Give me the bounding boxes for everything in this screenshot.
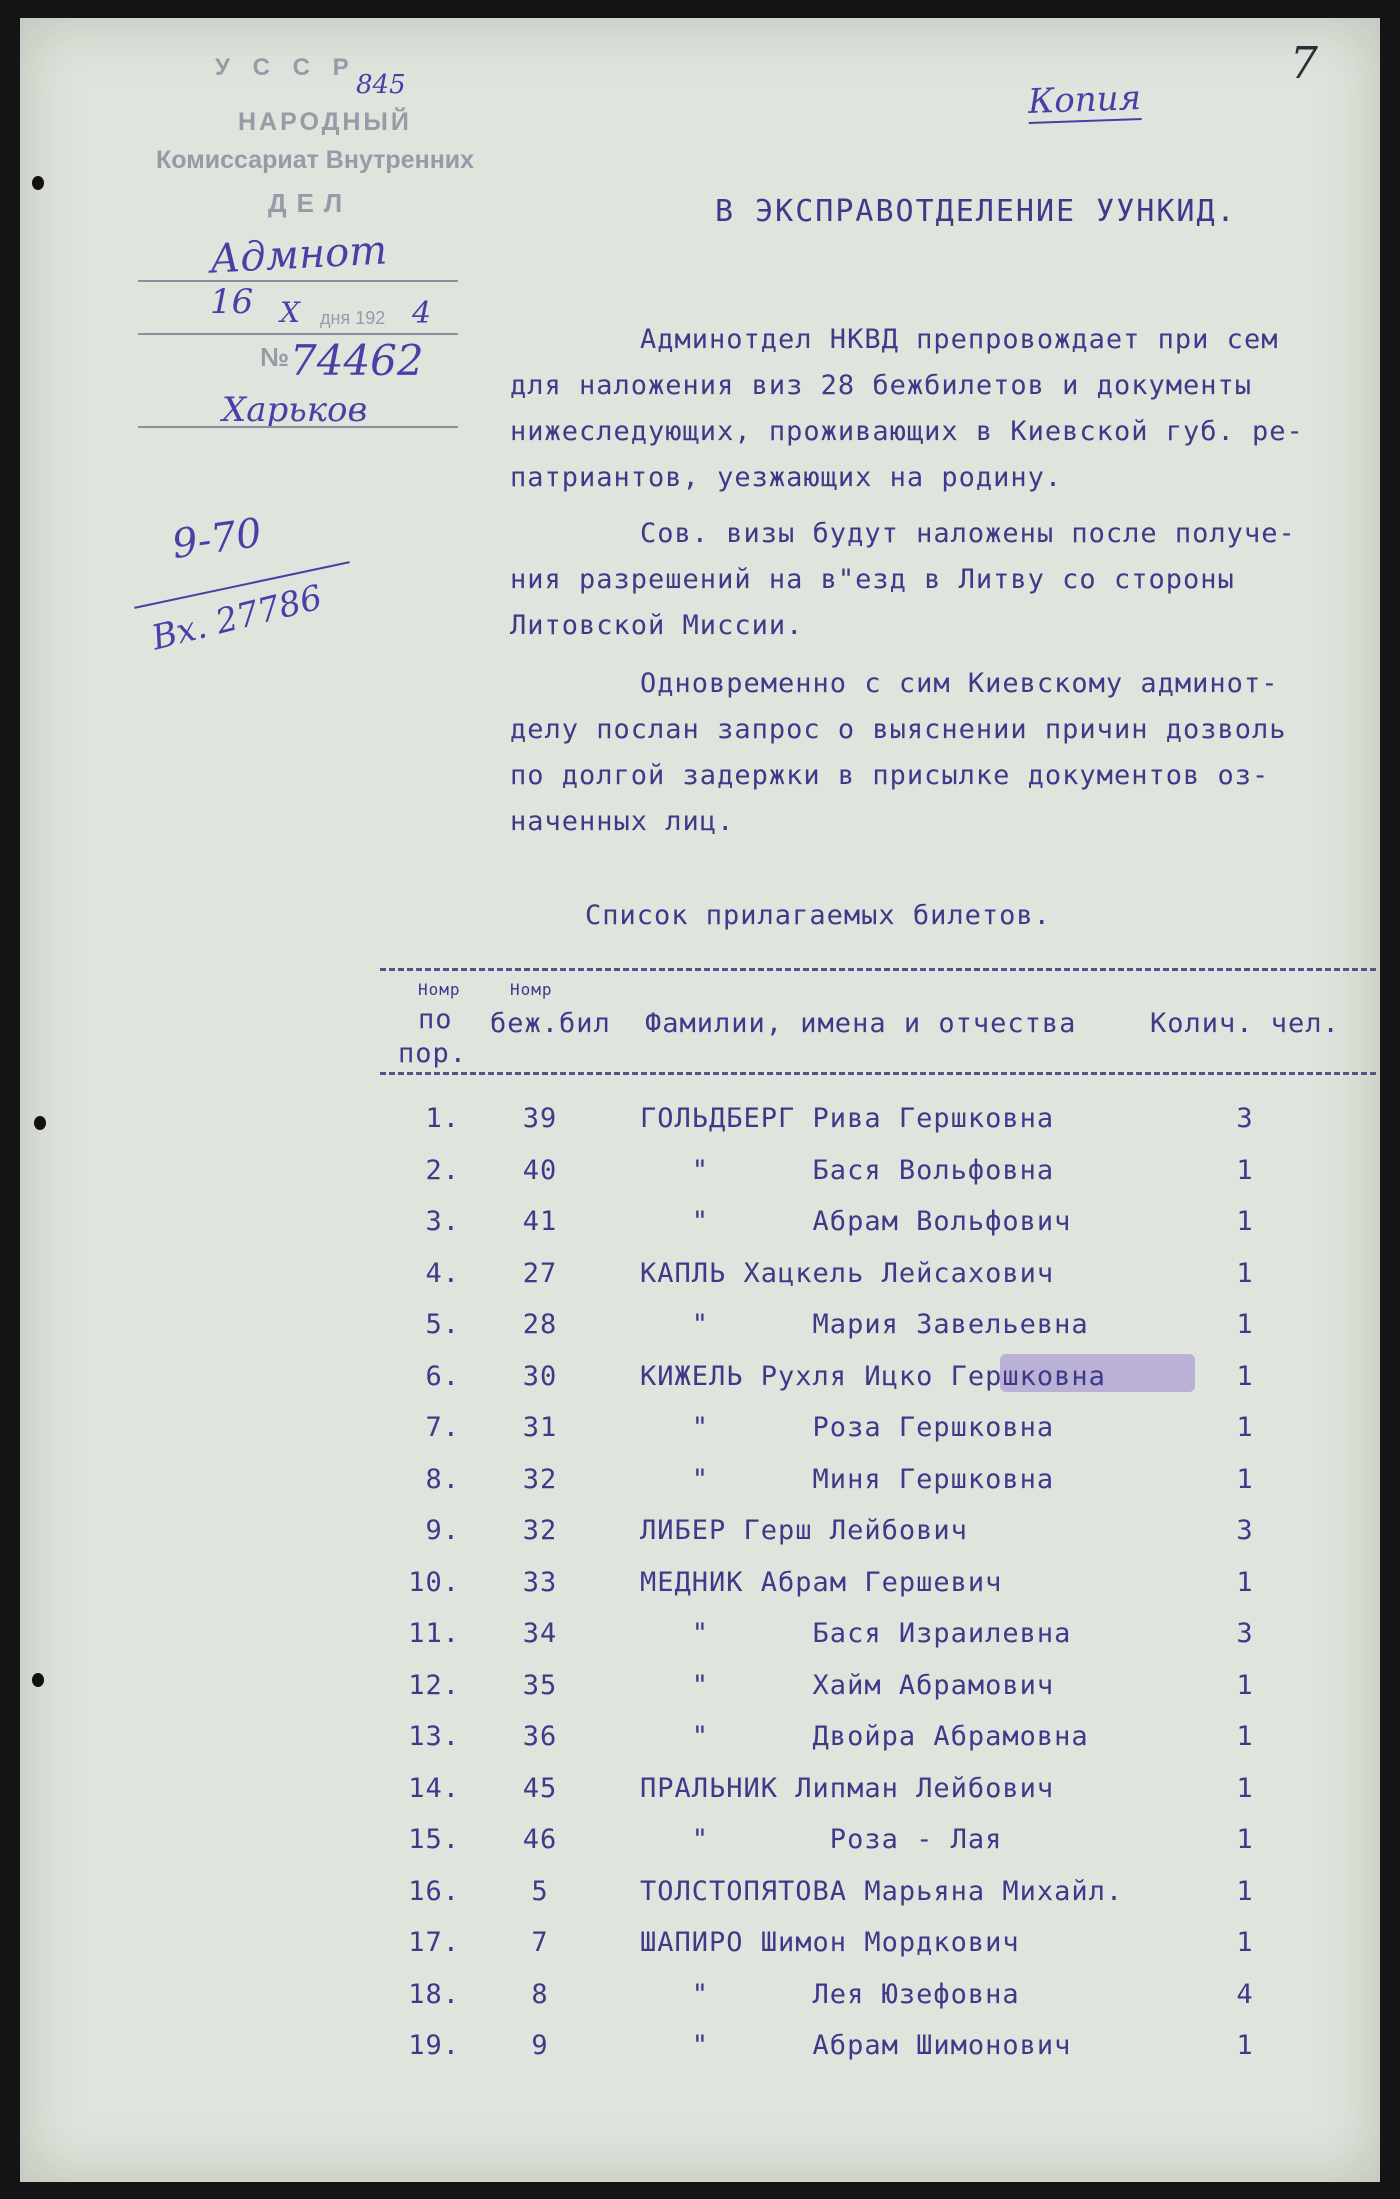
header-name: Фамилии, имена и отчества bbox=[645, 1008, 1077, 1039]
stamp-number-prefix: № bbox=[260, 342, 289, 372]
stamp-date-month: X bbox=[280, 296, 300, 329]
row-number: 1. bbox=[425, 1103, 460, 1134]
row-person-name: " Роза - Лая bbox=[640, 1824, 1003, 1855]
row-ticket-number: 46 bbox=[522, 1824, 558, 1855]
archival-document-page bbox=[20, 18, 1380, 2182]
table-row bbox=[20, 1721, 1380, 1771]
page-number: 7 bbox=[1290, 38, 1318, 89]
body-line-7: Литовской Миссии. bbox=[510, 610, 804, 641]
row-person-name: " Роза Гершковна bbox=[640, 1412, 1055, 1443]
stamp-republic: У С С Р bbox=[215, 54, 357, 81]
row-number: 14. bbox=[408, 1772, 460, 1804]
row-person-count: 1 bbox=[1236, 1154, 1254, 1186]
table-row bbox=[20, 1979, 1380, 2029]
row-number: 2. bbox=[425, 1154, 460, 1186]
row-number: 18. bbox=[408, 1978, 460, 2010]
row-person-name: " Бася Израилевна bbox=[640, 1618, 1072, 1649]
row-ticket-number: 45 bbox=[522, 1772, 558, 1804]
row-number: 6. bbox=[425, 1360, 460, 1392]
body-line-8: Одновременно с сим Киевскому админот- bbox=[640, 668, 1279, 699]
table-row bbox=[20, 1824, 1380, 1874]
stamp-registration-number: 74462 bbox=[290, 336, 424, 385]
body-line-6: ния разрешений на в"езд в Литву со стороны bbox=[510, 564, 1235, 595]
row-person-name: " Мария Завельевна bbox=[640, 1309, 1089, 1340]
row-person-name: " Хайм Абрамович bbox=[640, 1669, 1055, 1701]
document-heading: В ЭКСПРАВОТДЕЛЕНИЕ УУНКИД. bbox=[715, 194, 1237, 229]
row-person-count: 1 bbox=[1236, 1824, 1254, 1855]
row-number: 10. bbox=[408, 1566, 460, 1598]
table-row bbox=[20, 1670, 1380, 1720]
row-person-name: КИЖЕЛЬ Рухля Ицко Гершковна bbox=[640, 1360, 1106, 1392]
body-line-5: Сов. визы будут наложены после получе- bbox=[640, 518, 1296, 549]
row-ticket-number: 27 bbox=[522, 1257, 558, 1289]
table-row bbox=[20, 1464, 1380, 1514]
row-number: 15. bbox=[408, 1824, 460, 1855]
stamp-line-2: Комиссариат Внутренних bbox=[156, 146, 475, 174]
stamp-date-year: 4 bbox=[412, 296, 432, 331]
copy-mark: Копия bbox=[1027, 78, 1142, 122]
list-title: Список прилагаемых билетов. bbox=[585, 900, 1051, 931]
table-row bbox=[20, 1155, 1380, 1205]
row-person-name: КАПЛЬ Хацкель Лейсахович bbox=[640, 1257, 1055, 1289]
row-person-count: 1 bbox=[1236, 1669, 1254, 1701]
row-ticket-number: 8 bbox=[531, 1978, 549, 2010]
table-top-rule bbox=[380, 968, 1376, 971]
row-person-count: 1 bbox=[1236, 1309, 1254, 1340]
table-row bbox=[20, 1258, 1380, 1308]
body-line-11: наченных лиц. bbox=[510, 806, 735, 837]
binding-hole-top bbox=[32, 176, 44, 190]
row-number: 11. bbox=[408, 1618, 460, 1649]
row-person-count: 4 bbox=[1236, 1978, 1254, 2010]
body-line-9: делу послан запрос о выяснении причин дозволь bbox=[510, 714, 1287, 745]
row-person-count: 1 bbox=[1236, 1463, 1254, 1495]
row-person-name: " Бася Вольфовна bbox=[640, 1154, 1055, 1186]
row-ticket-number: 32 bbox=[522, 1463, 558, 1495]
table-row bbox=[20, 1103, 1380, 1153]
row-person-name: " Двойра Абрамовна bbox=[640, 1721, 1089, 1752]
row-person-count: 3 bbox=[1236, 1103, 1254, 1134]
row-person-name: ЛИБЕР Герш Лейбович bbox=[640, 1515, 968, 1546]
row-number: 8. bbox=[425, 1463, 460, 1495]
header-num-top: Номр bbox=[418, 980, 461, 999]
table-row bbox=[20, 1361, 1380, 1411]
stamp-date-label: дня 192 bbox=[320, 308, 386, 328]
row-ticket-number: 9 bbox=[531, 2030, 549, 2061]
margin-note-reference: 9-70 bbox=[169, 509, 265, 569]
stamp-line-3: ДЕЛ bbox=[268, 188, 353, 218]
row-ticket-number: 31 bbox=[522, 1412, 558, 1443]
row-person-count: 1 bbox=[1236, 1360, 1254, 1392]
body-line-4: патриантов, уезжающих на родину. bbox=[510, 462, 1063, 493]
row-number: 12. bbox=[408, 1669, 460, 1701]
table-row bbox=[20, 2030, 1380, 2080]
row-person-name: ШАПИРО Шимон Мордкович bbox=[640, 1927, 1020, 1958]
table-row bbox=[20, 1206, 1380, 1256]
row-person-name: " Абрам Вольфович bbox=[640, 1206, 1072, 1237]
row-person-count: 3 bbox=[1236, 1515, 1254, 1546]
table-row bbox=[20, 1773, 1380, 1823]
stamp-handwritten-number: 845 bbox=[356, 70, 406, 100]
row-person-count: 1 bbox=[1236, 1875, 1254, 1907]
body-line-3: нижеследующих, проживающих в Киевской губ. ре- bbox=[510, 416, 1304, 447]
margin-note-incoming: Вх. 27786 bbox=[147, 577, 327, 659]
row-ticket-number: 30 bbox=[522, 1360, 558, 1392]
row-ticket-number: 7 bbox=[531, 1927, 549, 1958]
row-number: 16. bbox=[408, 1875, 460, 1907]
row-number: 4. bbox=[425, 1257, 460, 1289]
stamp-department: Адмнот bbox=[208, 227, 389, 283]
row-ticket-number: 32 bbox=[522, 1515, 558, 1546]
row-ticket-number: 40 bbox=[522, 1154, 558, 1186]
row-person-count: 1 bbox=[1236, 1927, 1254, 1958]
row-person-count: 1 bbox=[1236, 1772, 1254, 1804]
row-person-name: МЕДНИК Абрам Гершевич bbox=[640, 1566, 1003, 1598]
row-person-name: ГОЛЬДБЕРГ Рива Гершковна bbox=[640, 1103, 1055, 1134]
row-person-count: 3 bbox=[1236, 1618, 1254, 1649]
table-row bbox=[20, 1309, 1380, 1359]
row-person-name: " Лея Юзефовна bbox=[640, 1978, 1020, 2010]
row-ticket-number: 5 bbox=[531, 1875, 549, 1907]
row-number: 5. bbox=[425, 1309, 460, 1340]
table-row bbox=[20, 1567, 1380, 1617]
row-ticket-number: 35 bbox=[522, 1669, 558, 1701]
row-number: 9. bbox=[425, 1515, 460, 1546]
stamp-line-1: НАРОДНЫЙ bbox=[238, 108, 412, 136]
stamp-city: Харьков bbox=[222, 390, 368, 430]
stamp-date-day: 16 bbox=[210, 282, 254, 322]
table-row bbox=[20, 1515, 1380, 1565]
table-row bbox=[20, 1412, 1380, 1462]
header-count: Колич. чел. bbox=[1150, 1008, 1340, 1039]
row-person-count: 1 bbox=[1236, 1721, 1254, 1752]
body-line-1: Админотдел НКВД препровождает при сем bbox=[640, 324, 1279, 355]
row-person-name: " Абрам Шимонович bbox=[640, 2030, 1072, 2061]
table-row bbox=[20, 1876, 1380, 1926]
row-person-count: 1 bbox=[1236, 1566, 1254, 1598]
row-number: 7. bbox=[425, 1412, 460, 1443]
header-bil-top: Номр bbox=[510, 980, 553, 999]
table-row bbox=[20, 1618, 1380, 1668]
row-ticket-number: 28 bbox=[522, 1309, 558, 1340]
row-ticket-number: 34 bbox=[522, 1618, 558, 1649]
body-line-10: по долгой задержки в присылке документов оз- bbox=[510, 760, 1270, 791]
row-person-count: 1 bbox=[1236, 1412, 1254, 1443]
row-person-name: ТОЛСТОПЯТОВА Марьяна Михайл. bbox=[640, 1875, 1124, 1907]
row-ticket-number: 41 bbox=[522, 1206, 558, 1237]
row-number: 3. bbox=[425, 1206, 460, 1237]
row-number: 13. bbox=[408, 1721, 460, 1752]
row-person-name: ПРАЛЬНИК Липман Лейбович bbox=[640, 1772, 1055, 1804]
header-num-bottom: пор. bbox=[398, 1038, 468, 1069]
row-number: 19. bbox=[408, 2030, 460, 2061]
row-person-count: 1 bbox=[1236, 2030, 1254, 2061]
row-ticket-number: 39 bbox=[522, 1103, 558, 1134]
table-row bbox=[20, 1927, 1380, 1977]
row-number: 17. bbox=[408, 1927, 460, 1958]
body-line-2: для наложения виз 28 бежбилетов и документы bbox=[510, 370, 1252, 401]
row-person-count: 1 bbox=[1236, 1206, 1254, 1237]
header-bil: беж.бил bbox=[490, 1008, 611, 1039]
row-ticket-number: 36 bbox=[522, 1721, 558, 1752]
table-header-rule bbox=[380, 1072, 1376, 1075]
row-person-count: 1 bbox=[1236, 1257, 1254, 1289]
row-person-name: " Миня Гершковна bbox=[640, 1463, 1055, 1495]
row-ticket-number: 33 bbox=[522, 1566, 558, 1598]
header-num: по bbox=[418, 1004, 453, 1035]
